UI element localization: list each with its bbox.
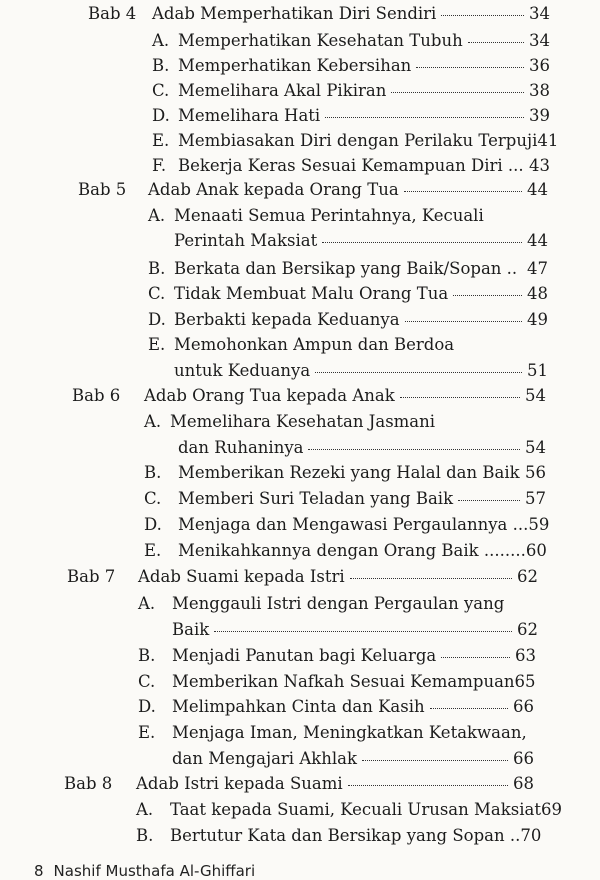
chapter-label: Bab 5: [78, 180, 127, 199]
chapter-label: Bab 7: [67, 567, 116, 586]
page-number: 63: [515, 646, 536, 665]
page-number: 38: [529, 81, 550, 100]
item-text: dan Mengajari Akhlak: [172, 749, 357, 768]
toc-item-continuation: [148, 231, 548, 250]
page-number: 59: [528, 515, 550, 534]
dot-leader: [348, 785, 508, 786]
item-text: Menjadi Panutan bagi Keluarga: [172, 646, 437, 665]
dot-leader: [404, 191, 522, 192]
chapter-entry: [144, 386, 546, 405]
item-text: Memohonkan Ampun dan Berdoa: [174, 335, 455, 354]
item-letter: A.: [138, 594, 156, 613]
page-number: 54: [525, 438, 546, 457]
chapter-label: Bab 4: [88, 4, 137, 23]
dot-leader: [322, 242, 522, 243]
toc-item: [148, 335, 548, 354]
toc-item-continuation: [138, 620, 538, 639]
dot-leader: [441, 657, 510, 658]
page-number: 43: [529, 156, 550, 175]
item-text: Bekerja Keras Sesuai Kemampuan Diri ...: [178, 156, 524, 175]
page-number: 69: [540, 800, 562, 819]
item-text: Tidak Membuat Malu Orang Tua: [174, 284, 449, 303]
dot-leader: [308, 449, 520, 450]
item-letter: F.: [152, 156, 167, 175]
page-number: 39: [529, 106, 550, 125]
page-number: 44: [527, 231, 548, 250]
toc-item: [152, 31, 550, 50]
page-number: 66: [513, 697, 534, 716]
item-letter: B.: [144, 463, 162, 482]
toc-item: [136, 826, 542, 845]
dot-leader: [430, 708, 508, 709]
dot-leader: [441, 15, 524, 16]
toc-item: [148, 284, 548, 303]
item-letter: D.: [138, 697, 156, 716]
page-number: 66: [513, 749, 534, 768]
dot-leader: [458, 500, 520, 501]
page-number: 44: [527, 180, 548, 199]
toc-item: [138, 646, 536, 665]
page-number: 62: [517, 567, 538, 586]
item-letter: C.: [144, 489, 162, 508]
toc-item: [152, 106, 550, 125]
item-text: Menggauli Istri dengan Pergaulan yang: [172, 594, 505, 613]
item-text: untuk Keduanya: [174, 361, 311, 380]
page-number: 47: [527, 259, 548, 278]
chapter-entry: [136, 774, 534, 793]
toc-item: [152, 131, 559, 150]
item-letter: C.: [148, 284, 166, 303]
toc-item: [144, 489, 546, 508]
item-text: Memperhatikan Kesehatan Tubuh: [178, 31, 463, 50]
chapter-entry: [152, 4, 550, 23]
toc-item: [148, 206, 548, 225]
item-text: Taat kepada Suami, Kecuali Urusan Maksiat: [170, 800, 541, 819]
item-text: Memberi Suri Teladan yang Baik: [178, 489, 454, 508]
item-letter: E.: [152, 131, 170, 150]
item-text: Menaati Semua Perintahnya, Kecuali: [174, 206, 484, 225]
footer-page-number: 8: [34, 862, 44, 880]
item-text: Baik: [172, 620, 210, 639]
chapter-title: Adab Suami kepada Istri: [138, 567, 345, 586]
item-text: Perintah Maksiat: [174, 231, 318, 250]
item-text: Memelihara Hati: [178, 106, 321, 125]
dot-leader: [214, 631, 512, 632]
item-text: Memperhatikan Kebersihan: [178, 56, 412, 75]
item-text: Bertutur Kata dan Bersikap yang Sopan ..: [170, 826, 521, 845]
page-number: 51: [527, 361, 548, 380]
toc-item: [138, 723, 534, 742]
page-number: 54: [525, 386, 546, 405]
chapter-label: Bab 8: [64, 774, 113, 793]
chapter-title: Adab Memperhatikan Diri Sendiri: [152, 4, 437, 23]
dot-leader: [416, 67, 524, 68]
item-letter: E.: [148, 335, 166, 354]
item-letter: E.: [144, 541, 162, 560]
item-letter: B.: [136, 826, 154, 845]
dot-leader: [315, 372, 522, 373]
dot-leader: [468, 42, 524, 43]
chapter-title: Adab Anak kepada Orang Tua: [148, 180, 399, 199]
page-number: 48: [527, 284, 548, 303]
item-letter: A.: [136, 800, 154, 819]
item-letter: D.: [148, 310, 166, 329]
toc-item-continuation: [144, 438, 546, 457]
dot-leader: [325, 117, 524, 118]
toc-item: [152, 156, 550, 175]
page-number: 65: [514, 672, 536, 691]
item-letter: B.: [152, 56, 170, 75]
item-letter: C.: [152, 81, 170, 100]
item-text: dan Ruhaninya: [178, 438, 304, 457]
toc-item: [144, 515, 550, 534]
item-letter: B.: [138, 646, 156, 665]
chapter-title: Adab Istri kepada Suami: [136, 774, 343, 793]
page-number: 49: [527, 310, 548, 329]
page-number: 34: [529, 31, 550, 50]
chapter-title: Adab Orang Tua kepada Anak: [144, 386, 395, 405]
page-number: 36: [529, 56, 550, 75]
item-text: Memberikan Rezeki yang Halal dan Baik: [178, 463, 520, 482]
toc-item: [144, 412, 546, 431]
toc-item: [144, 541, 546, 560]
toc-item: [152, 81, 550, 100]
toc-item: [144, 463, 546, 482]
page-number: 34: [529, 4, 550, 23]
dot-leader: [453, 295, 522, 296]
dot-leader: [400, 397, 520, 398]
item-text: Menjaga Iman, Meningkatkan Ketakwaan,: [172, 723, 527, 742]
page-number: 41: [537, 131, 559, 150]
item-letter: D.: [144, 515, 162, 534]
dot-leader: [362, 760, 508, 761]
item-text: Berbakti kepada Keduanya: [174, 310, 400, 329]
item-text: Membiasakan Diri dengan Perilaku Terpuji: [178, 131, 538, 150]
item-text: Memelihara Akal Pikiran: [178, 81, 387, 100]
item-letter: B.: [148, 259, 166, 278]
chapter-entry: [148, 180, 548, 199]
toc-item-continuation: [148, 361, 548, 380]
toc-item: [136, 800, 562, 819]
toc-item: [148, 259, 548, 278]
item-letter: E.: [138, 723, 156, 742]
page-footer: [34, 862, 265, 880]
chapter-label: Bab 6: [72, 386, 121, 405]
item-letter: C.: [138, 672, 156, 691]
item-letter: D.: [152, 106, 170, 125]
toc-item: [148, 310, 548, 329]
item-letter: A.: [152, 31, 170, 50]
toc-item-continuation: [138, 749, 534, 768]
page-number: 62: [517, 620, 538, 639]
page-number: 70: [520, 826, 542, 845]
dot-leader: [405, 321, 522, 322]
page-number: 56: [525, 463, 546, 482]
toc-item: [152, 56, 550, 75]
item-text: Menikahkannya dengan Orang Baik ........: [178, 541, 526, 560]
page-number: 57: [525, 489, 546, 508]
chapter-entry: [138, 567, 538, 586]
item-letter: A.: [144, 412, 162, 431]
page-number: 60: [525, 541, 547, 560]
footer-author: Nashif Musthafa Al-Ghiffari: [53, 862, 256, 880]
page-number: 68: [513, 774, 534, 793]
toc-item: [138, 697, 534, 716]
item-text: Melimpahkan Cinta dan Kasih: [172, 697, 425, 716]
dot-leader: [350, 578, 512, 579]
item-text: Berkata dan Bersikap yang Baik/Sopan ..: [174, 259, 518, 278]
dot-leader: [391, 92, 524, 93]
toc-item: [138, 672, 534, 691]
item-text: Memelihara Kesehatan Jasmani: [170, 412, 436, 431]
item-letter: A.: [148, 206, 166, 225]
toc-item: [138, 594, 538, 613]
item-text: Memberikan Nafkah Sesuai Kemampuan: [172, 672, 515, 691]
item-text: Menjaga dan Mengawasi Pergaulannya ...: [178, 515, 529, 534]
